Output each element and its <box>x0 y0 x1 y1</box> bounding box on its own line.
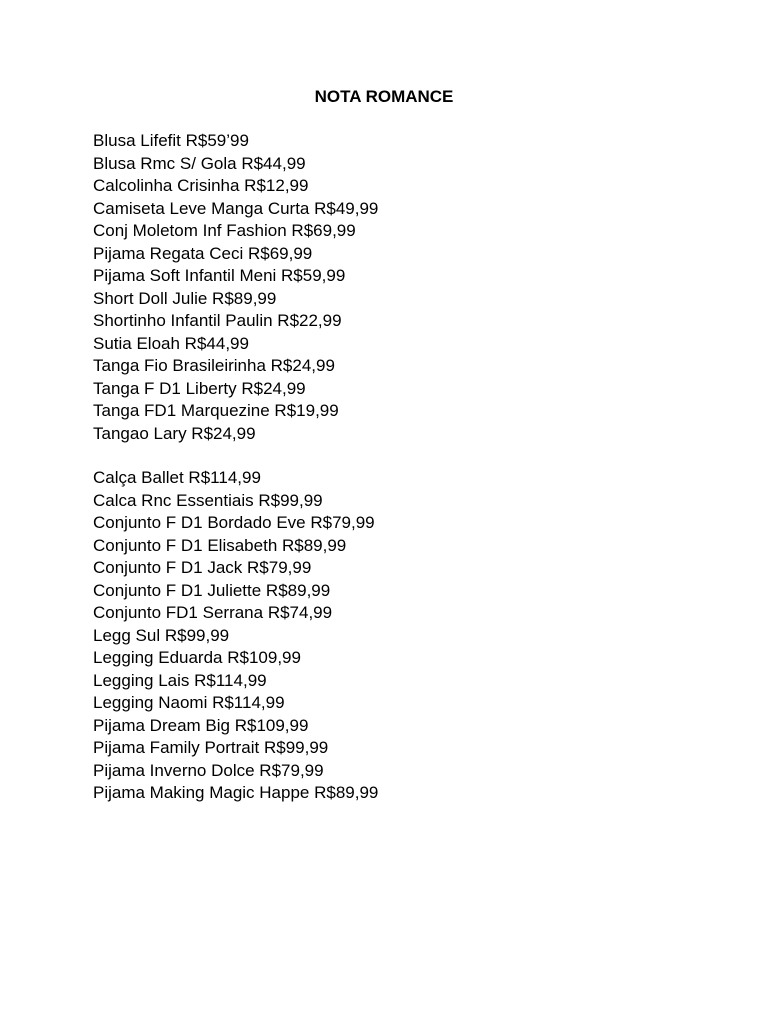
list-item: Conjunto F D1 Jack R$79,99 <box>93 558 312 577</box>
list-item: Conjunto F D1 Bordado Eve R$79,99 <box>93 513 375 532</box>
list-item: Conjunto FD1 Serrana R$74,99 <box>93 603 333 622</box>
list-item: Pijama Making Magic Happe R$89,99 <box>93 783 379 802</box>
list-item: Tanga FD1 Marquezine R$19,99 <box>93 401 339 420</box>
list-item: Calca Rnc Essentiais R$99,99 <box>93 490 323 510</box>
list-item: Conj Moletom Inf Fashion R$69,99 <box>93 221 356 240</box>
list-item: Calça Ballet R$114,99 <box>93 468 261 487</box>
list-item: Tangao Lary R$24,99 <box>93 423 256 443</box>
list-item: Tanga Fio Brasileirinha R$24,99 <box>93 356 335 375</box>
list-item: Calcolinha Crisinha R$12,99 <box>93 176 309 195</box>
list-item: Pijama Family Portrait R$99,99 <box>93 738 329 757</box>
list-item: Blusa Lifefit R$59’99 <box>93 131 249 150</box>
list-item: Tanga F D1 Liberty R$24,99 <box>93 378 306 398</box>
list-item: Camiseta Leve Manga Curta R$49,99 <box>93 198 379 218</box>
list-item: Legging Naomi R$114,99 <box>93 693 285 712</box>
list-item: Legg Sul R$99,99 <box>93 625 230 645</box>
list-item: Legging Eduarda R$109,99 <box>93 648 301 667</box>
list-item: Short Doll Julie R$89,99 <box>93 288 277 308</box>
list-item: Conjunto F D1 Juliette R$89,99 <box>93 580 331 600</box>
list-item: Sutia Eloah R$44,99 <box>93 333 249 353</box>
list-item: Pijama Soft Infantil Meni R$59,99 <box>93 266 346 285</box>
list-item: Conjunto F D1 Elisabeth R$89,99 <box>93 535 347 555</box>
list-item: Legging Lais R$114,99 <box>93 670 267 690</box>
item-list-group-1 <box>93 130 378 445</box>
item-list-group-2 <box>93 467 378 805</box>
list-item: Pijama Inverno Dolce R$79,99 <box>93 760 324 780</box>
list-item: Shortinho Infantil Paulin R$22,99 <box>93 311 342 330</box>
list-item: Blusa Rmc S/ Gola R$44,99 <box>93 153 306 173</box>
page-title: NOTA ROMANCE <box>314 87 454 106</box>
list-item: Pijama Dream Big R$109,99 <box>93 715 309 735</box>
list-item: Pijama Regata Ceci R$69,99 <box>93 243 313 263</box>
